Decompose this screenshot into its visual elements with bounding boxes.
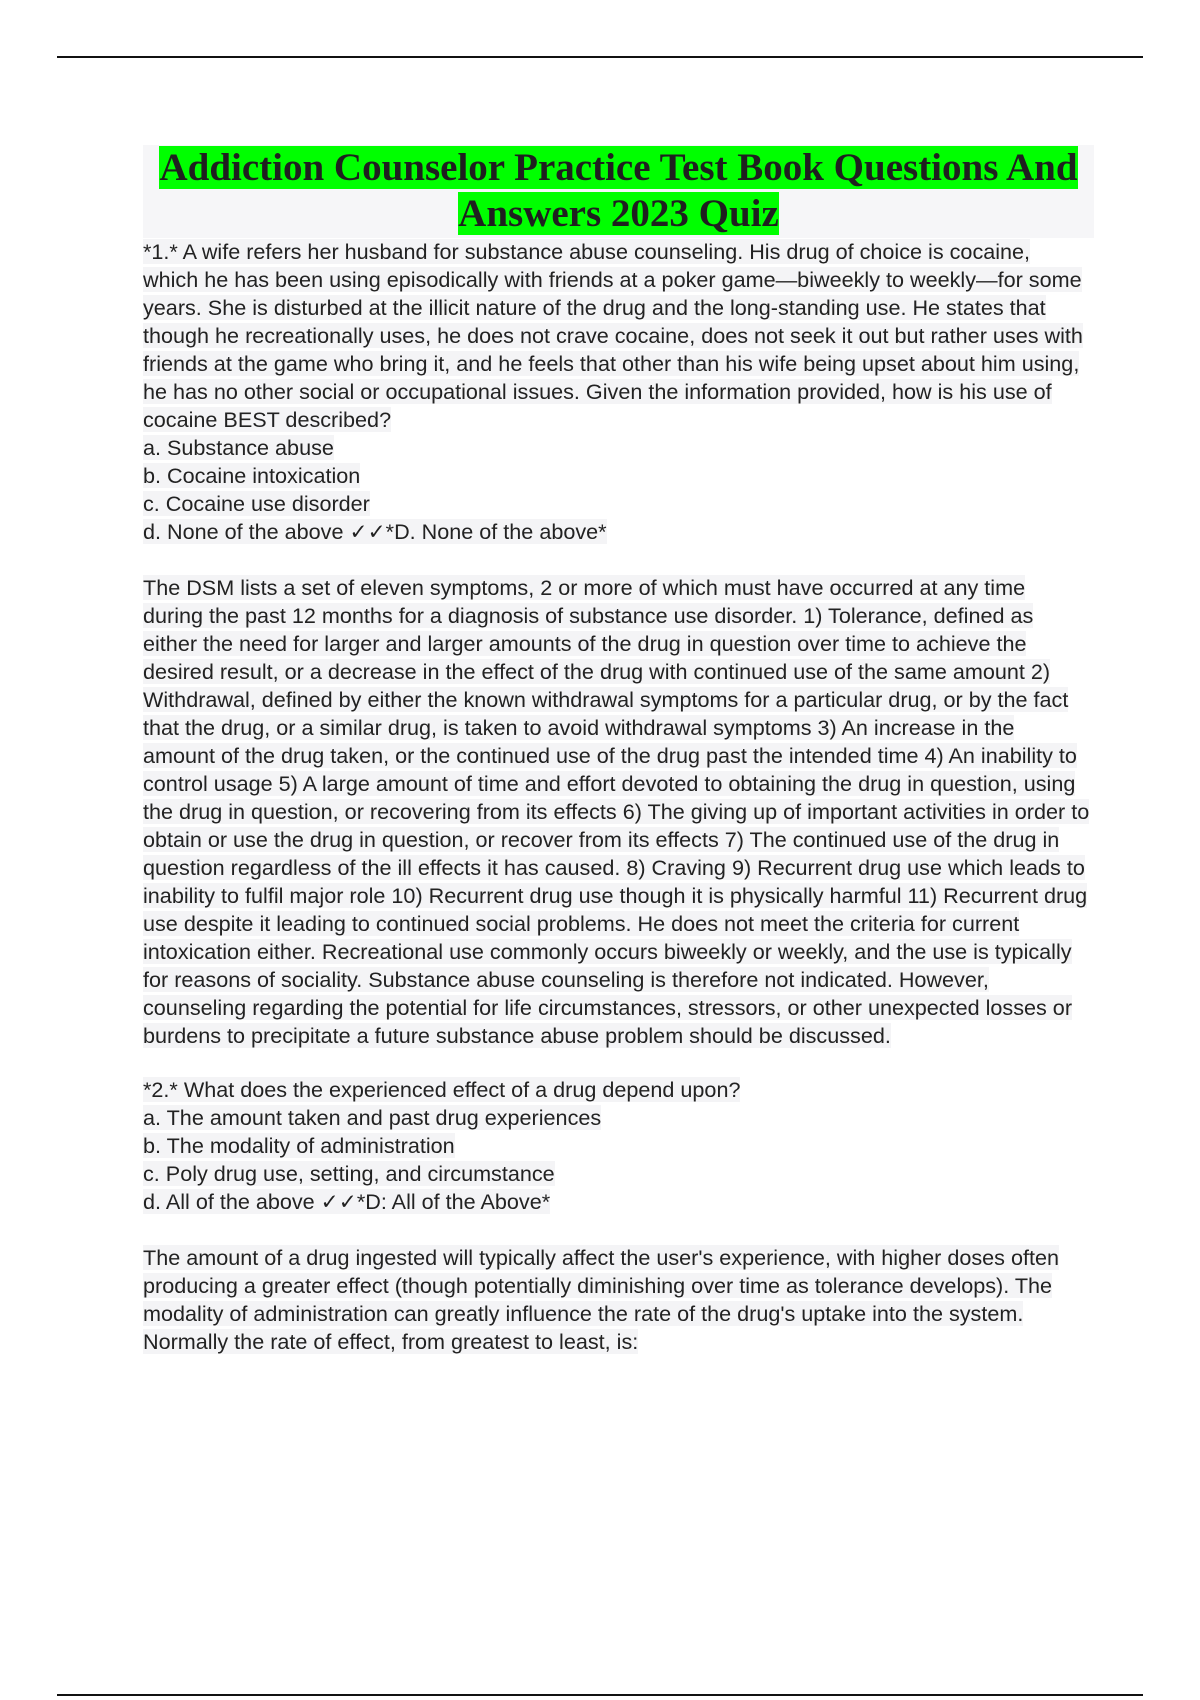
question-2-option-d-answer: d. All of the above ✓✓*D: All of the Above* xyxy=(143,1189,551,1214)
question-2-stem: *2.* What does the experienced effect of a drug depend upon? xyxy=(143,1077,741,1102)
question-1-option-c: c. Cocaine use disorder xyxy=(143,491,370,516)
spacer xyxy=(143,546,1091,574)
question-2-option-c: c. Poly drug use, setting, and circumstance xyxy=(143,1161,555,1186)
spacer xyxy=(143,1050,1091,1076)
top-rule xyxy=(57,56,1143,58)
question-1-stem: *1.* A wife refers her husband for substance abuse counseling. His drug of choice is cocaine, which he has been using episodically with friends at a poker game—biweekly to weekly—for some years. She is disturbed at the illicit nature of the drug and the long-standing use. He states that though he recreationally uses, he does not crave cocaine, does not seek it out but rather uses with friends at the game who bring it, and he feels that other than his wife being upset about him using, he has no other social or occupational issues. Given the information provided, how is his use of cocaine BEST described? xyxy=(143,239,1083,432)
document-title: Addiction Counselor Practice Test Book Questions And Answers 2023 Quiz xyxy=(159,146,1078,235)
question-1-option-b: b. Cocaine intoxication xyxy=(143,463,361,488)
document-body xyxy=(143,145,1091,1356)
question-2-option-a: a. The amount taken and past drug experiences xyxy=(143,1105,602,1130)
question-1-explanation: The DSM lists a set of eleven symptoms, 2 or more of which must have occurred at any time during the past 12 months for a diagnosis of substance use disorder. 1) Tolerance, defined as either the need for larger and larger amounts of the drug in question over time to achieve the desired result, or a decrease in the effect of the drug with continued use of the same amount 2) Withdrawal, defined by either the known withdrawal symptoms for a particular drug, or by the fact that the drug, or a similar drug, is taken to avoid withdrawal symptoms 3) An increase in the amount of the drug taken, or the continued use of the drug past the intended time 4) An inability to control usage 5) A large amount of time and effort devoted to obtaining the drug in question, using the drug in question, or recovering from its effects 6) The giving up of important activities in order to obtain or use the drug in question, or recover from its effects 7) The continued use of the drug in question regardless of the ill effects it has caused. 8) Craving 9) Recurrent drug use which leads to inability to fulfil major role 10) Recurrent drug use though it is physically harmful 11) Recurrent drug use despite it leading to continued social problems. He does not meet the criteria for current intoxication either. Recreational use commonly occurs biweekly or weekly, and the use is typically for reasons of sociality. Substance abuse counseling is therefore not indicated. However, counseling regarding the potential for life circumstances, stressors, or other unexpected losses or burdens to precipitate a future substance abuse problem should be discussed. xyxy=(143,575,1090,1048)
question-2-explanation: The amount of a drug ingested will typically affect the user's experience, with higher doses often producing a greater effect (though potentially diminishing over time as tolerance develops). The modality of administration can greatly influence the rate of the drug's uptake into the system. Normally the rate of effect, from greatest to least, is: xyxy=(143,1245,1059,1354)
question-1-option-d-answer: d. None of the above ✓✓*D. None of the above* xyxy=(143,519,607,544)
question-1-option-a: a. Substance abuse xyxy=(143,435,334,460)
bottom-rule xyxy=(57,1694,1143,1696)
spacer xyxy=(143,1216,1091,1244)
title-block xyxy=(143,145,1094,238)
question-2-option-b: b. The modality of administration xyxy=(143,1133,455,1158)
